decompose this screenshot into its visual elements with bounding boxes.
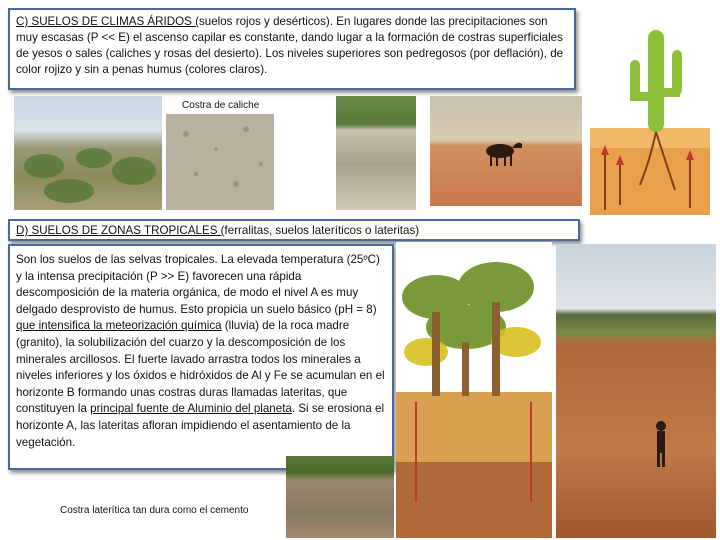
section-d-text-2: (lluvia) de la roca madre (granito), la solubilización del cuarzo y la descomposición de los minerales arcillosos. El fuerte lavado arrastra todos los minerales a niveles inferiores y los óxidos e hidróxidos de Al y Fe se acumulan en el horizonte B formando unas costras duras llamadas lateritas, que constituyen la — [16, 319, 385, 416]
section-c-title: C) SUELOS DE CLIMAS ÁRIDOS ( — [16, 15, 199, 28]
section-d-title-rest: ferralitas, suelos lateríticos o lateritas) — [224, 224, 420, 237]
arid-shrubland-photo — [14, 96, 162, 210]
caliche-caption: Costra de caliche — [182, 100, 260, 111]
laterite-cliff-photo — [556, 244, 716, 538]
laterite-crust-photo — [286, 456, 394, 538]
section-d-body-box — [8, 244, 394, 470]
section-c-textbox — [8, 8, 576, 90]
section-c-text: suelos rojos y desérticos). En lugares donde las precipitaciones son muy escasas (P << E) el ascenso capilar es constante, dando lugar a la formación de costras superficiales de yesos o sales (caliches y rosas del desierto). Los niveles superiores son pedregosos (por deflación), de color rojizo y sin a penas humus (colores claros). — [16, 15, 564, 76]
section-d-title: D) SUELOS DE ZONAS TROPICALES ( — [16, 224, 225, 237]
desert-camel-photo — [430, 96, 582, 206]
section-d-text-underlined-2: principal fuente de Aluminio del planeta — [90, 402, 292, 416]
tropical-soil-profile-illustration — [396, 242, 552, 538]
section-d-text-1: Son los suelos de las selvas tropicales. La elevada temperatura (25ºC) y la intensa precipitación (P >> E) favorecen una rápida descomposición de la materia orgánica, de modo el nivel A es muy delgado desprovisto de humus. Esto propicia un suelo básico (pH = 8) — [16, 253, 380, 316]
section-d-text-underlined-1: que intensifica la meteorización química — [16, 319, 222, 333]
laterite-caption: Costra laterítica tan dura como el cemento — [60, 505, 249, 516]
section-d-text-3: . Si se erosiona el horizonte A, las lateritas afloran impidiendo el asentamiento de la vegetación. — [16, 402, 385, 449]
desert-soil-profile-illustration — [590, 10, 710, 215]
section-d-title-box — [8, 219, 580, 241]
caliche-crust-photo — [166, 114, 274, 210]
caliche-outcrop-photo — [336, 96, 416, 210]
